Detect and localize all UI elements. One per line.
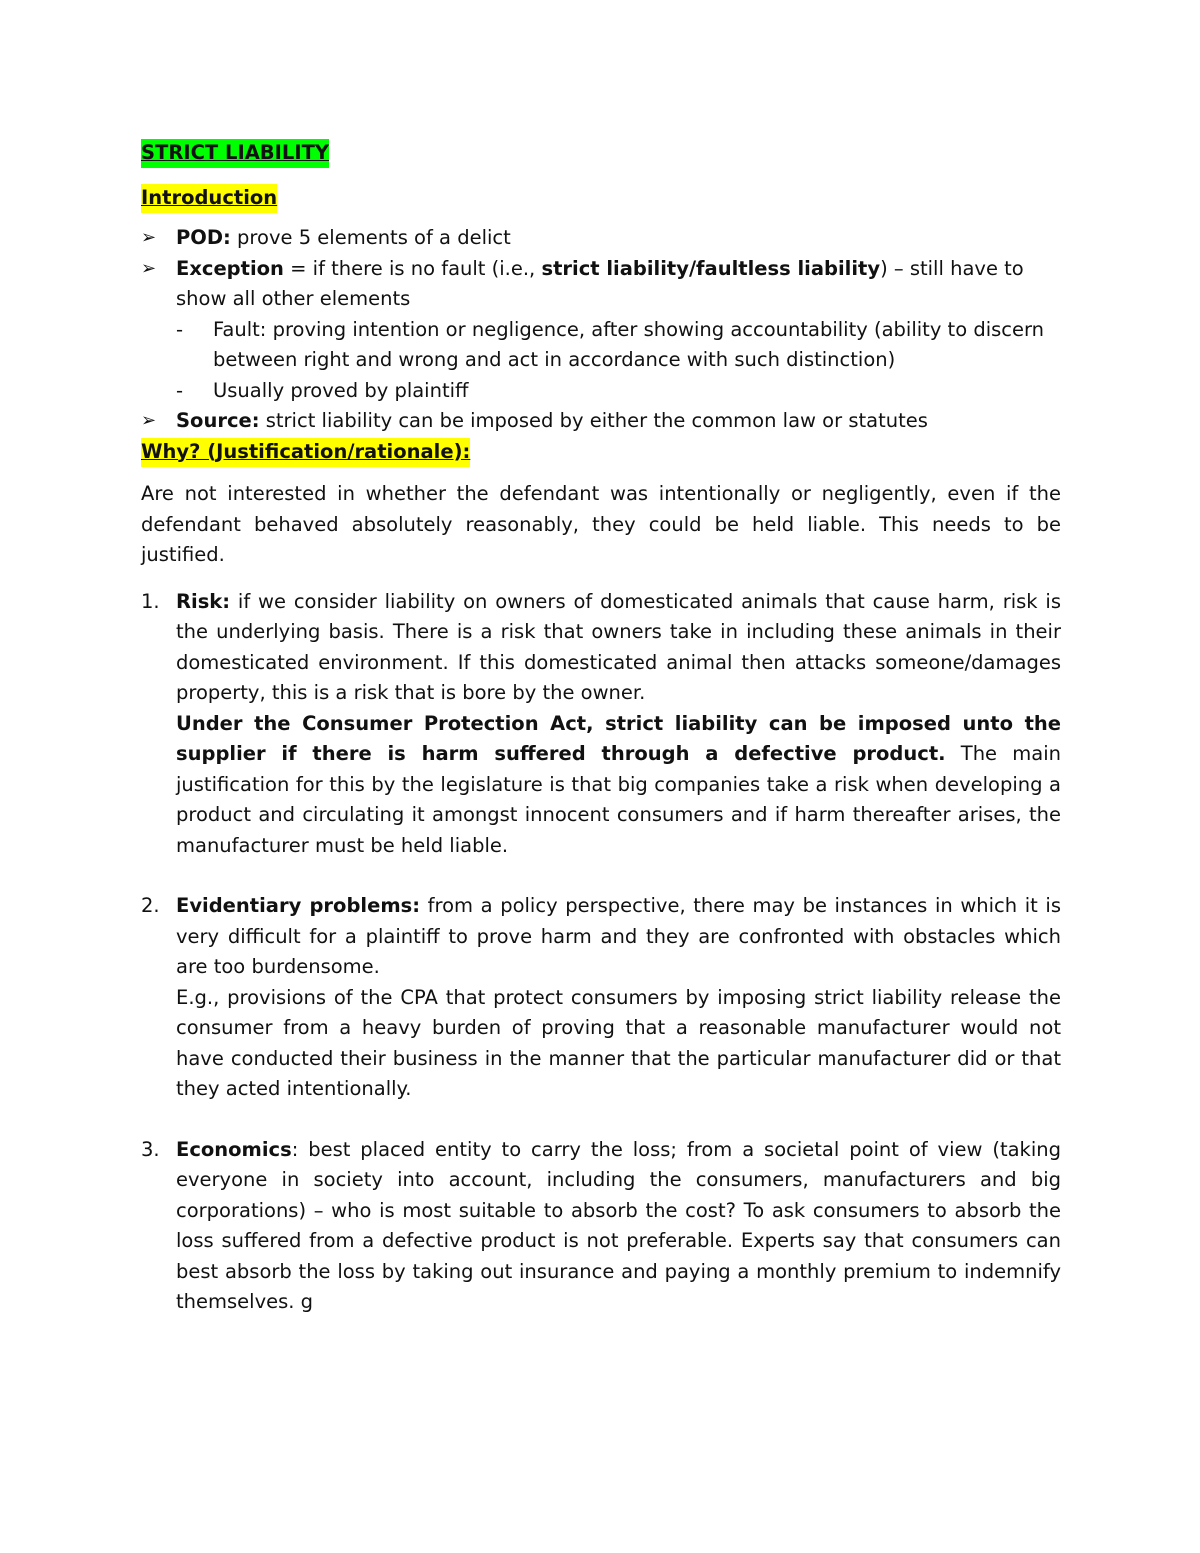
bullet-label: Exception [176, 256, 284, 280]
reason-label: Evidentiary problems: [176, 894, 421, 917]
reason-text: : best placed entity to carry the loss; from a societal point of view (taking everyone in society into account, including the consumers, manufacturers and big corporations) – who is most suitable to absorb the cost? To ask consumers to absorb the loss suffered from a defective product is not preferable. Experts say that consumers can best absorb the loss by taking out insurance and paying a monthly premium to indemnify themselves. g [176, 1137, 1061, 1313]
list-item [176, 376, 1061, 407]
list-item [141, 254, 1061, 407]
reason-example: E.g., provisions of the CPA that protect consumers by imposing strict liability release the consumer from a heavy burden of proving that a reasonable manufacturer would not have conducted their business in the manner that the particular manufacturer did or that they acted intentionally. [176, 985, 1061, 1100]
list-item [176, 315, 1061, 376]
list-item [141, 406, 1061, 437]
bullet-text: prove 5 elements of a delict [230, 226, 511, 249]
why-heading: Why? (Justification/rationale): [141, 438, 470, 467]
bullet-text: = if there is no fault (i.e., [283, 256, 542, 280]
list-number: 3. [141, 1137, 160, 1161]
list-item [141, 891, 1061, 1105]
reasons-list [141, 587, 1061, 1318]
list-item [141, 1135, 1061, 1318]
bullet-text: strict liability can be imposed by either the common law or statutes [259, 409, 928, 432]
bullet-bold-text: strict liability/faultless liability [541, 256, 881, 280]
intro-heading-line [141, 183, 1061, 214]
reason-text: if we consider liability on owners of domesticated animals that cause harm, risk is the underlying basis. There is a risk that owners take in including these animals in their domesticated environment. If this domesticated animal then attacks someone/damages property, this is a risk that is bore by the owner. [176, 589, 1061, 704]
list-item [141, 223, 1061, 254]
document-page [141, 138, 1061, 1318]
document-title-line [141, 138, 1061, 169]
why-heading-line [141, 437, 1061, 468]
reason-label: Risk: [176, 589, 231, 613]
document-title: STRICT LIABILITY [141, 139, 329, 168]
sub-bullet-text: Usually proved by plaintiff [213, 378, 469, 402]
list-number: 2. [141, 894, 160, 917]
intro-bullet-list [141, 223, 1061, 437]
reason-bold-sentence: Under the Consumer Protection Act, strict liability can be imposed unto the supplier if there is harm suffered through a defective product. [176, 711, 1061, 765]
intro-heading: Introduction [141, 184, 277, 213]
bullet-label: POD: [176, 226, 231, 249]
sub-bullet-list [176, 315, 1061, 407]
arrow-bullet-icon: ➢ [141, 227, 157, 248]
why-paragraph: Are not interested in whether the defendant was intentionally or negligently, even if the defendant behaved absolutely reasonably, they could be held liable. This needs to be justified. [141, 482, 1061, 566]
reason-text: from a policy perspective, there may be instances in which it is very difficult for a plaintiff to prove harm and they are confronted with obstacles which are too burdensome. [176, 894, 1061, 978]
bullet-label: Source: [176, 409, 260, 432]
dash-bullet-icon: - [176, 317, 184, 341]
reason-text-continued: The main justification for this by the legislature is that big companies take a risk when developing a product and circulating it amongst innocent consumers and if harm thereafter arises, the manufacturer must be held liable. [176, 742, 1061, 857]
sub-bullet-text: Fault: proving intention or negligence, after showing accountability (ability to discern between right and wrong and act in accordance with such distinction) [213, 317, 1045, 371]
reason-label: Economics [176, 1137, 292, 1161]
list-item [141, 587, 1061, 862]
arrow-bullet-icon: ➢ [141, 410, 157, 431]
list-number: 1. [141, 589, 160, 613]
bullet-text: ) – still have to show all other elements [176, 256, 1024, 310]
arrow-bullet-icon: ➢ [141, 257, 157, 279]
dash-bullet-icon: - [176, 378, 184, 402]
